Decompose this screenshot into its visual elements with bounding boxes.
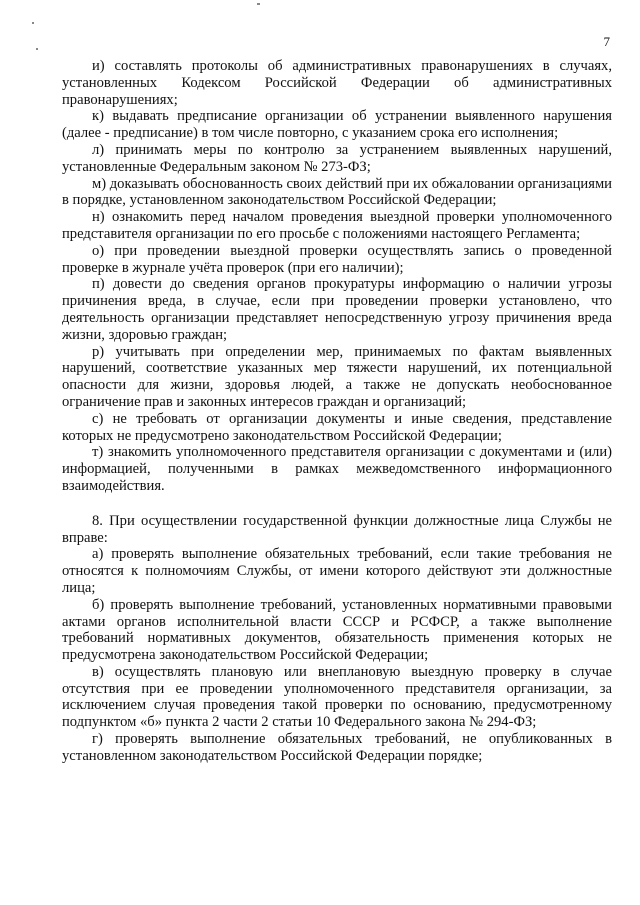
scan-speck: [36, 48, 38, 50]
section-8-item-v: в) осуществлять плановую или внеплановую выездную проверку в случае отсутствия при ее проведении уполномоченного представителя организации, за исключением случая проведения такой проверки по основанию, предусмотренному подпунктом «б» пункта 2 части 2 статьи 10 Федерального закона № 294-ФЗ;: [62, 663, 612, 731]
section-8-item-a: а) проверять выполнение обязательных требований, если такие требования не относятся к полномочиям Службы, от имени которого действуют эти должностные лица;: [62, 546, 612, 596]
page-number: 7: [603, 34, 610, 49]
list-item-m: м) доказывать обоснованность своих действий при их обжаловании организациями в порядке, установленном законодательством Российской Федерации;: [62, 175, 612, 209]
list-item-l: л) принимать меры по контролю за устранением выявленных нарушений, установленные Федеральным законом № 273-ФЗ;: [62, 141, 612, 175]
section-8-item-b: б) проверять выполнение требований, установленных нормативными правовыми актами органов исполнительной власти СССР и РСФСР, а также выполнение требований нормативных документов, обязательность применения которых не предусмотрена законодательством Российской Федерации;: [62, 596, 612, 664]
list-item-r: р) учитывать при определении мер, принимаемых по фактам выявленных нарушений, соответствие указанных мер тяжести нарушений, их потенциальной опасности для жизни, здоровья людей, а также не допускать необоснованное ограничение прав и законных интересов граждан и организаций;: [62, 343, 612, 410]
list-item-t: т) знакомить уполномоченного представителя организации с документами и (или) информацией, полученными в рамках межведомственного информационного взаимодействия.: [62, 444, 612, 494]
section-8-item-g: г) проверять выполнение обязательных требований, не опубликованных в установленном законодательством Российской Федерации порядке;: [62, 731, 612, 764]
section-gap: [62, 495, 612, 513]
document-body: [62, 58, 612, 765]
list-item-k: к) выдавать предписание организации об устранении выявленного нарушения (далее - предписание) в том числе повторно, с указанием срока его исполнения;: [62, 108, 612, 142]
list-item-o: о) при проведении выездной проверки осуществлять запись о проведенной проверке в журнале учёта проверок (при его наличии);: [62, 242, 612, 276]
section-8-heading: 8. При осуществлении государственной функции должностные лица Службы не вправе:: [62, 512, 612, 546]
list-item-i: и) составлять протоколы об административных правонарушениях в случаях, установленных Кодексом Российской Федерации об административных правонарушениях;: [62, 58, 612, 108]
list-item-n: н) ознакомить перед началом проведения выездной проверки уполномоченного представителя организации по его просьбе с положениями настоящего Регламента;: [62, 209, 612, 242]
scan-speck: [257, 3, 260, 5]
scan-speck: [32, 22, 34, 24]
list-item-s: с) не требовать от организации документы и иные сведения, представление которых не предусмотрено законодательством Российской Федерации;: [62, 410, 612, 444]
list-item-p: п) довести до сведения органов прокуратуры информацию о наличии угрозы причинения вреда, в случае, если при проведении проверки установлено, что деятельность организации представляет непосредственную угрозу причинения вреда жизни, здоровью граждан;: [62, 276, 612, 343]
